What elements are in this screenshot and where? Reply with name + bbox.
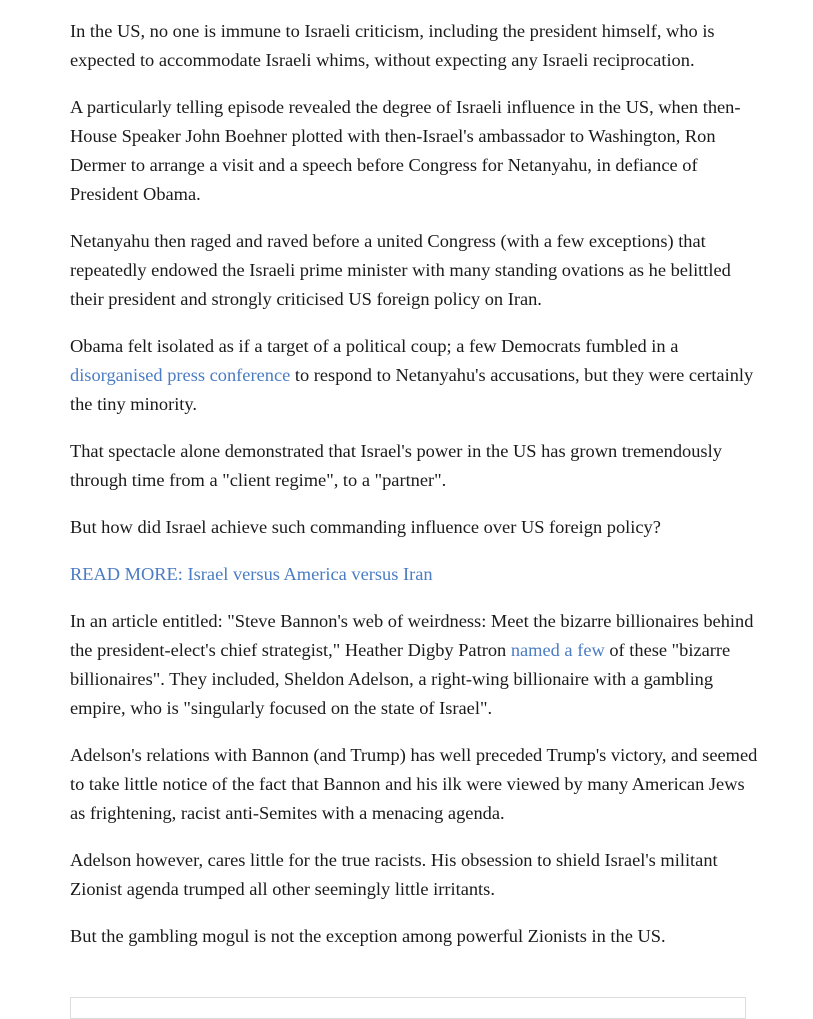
named-a-few-link[interactable]: named a few — [510, 640, 605, 660]
paragraph-7 — [70, 607, 760, 723]
read-more-paragraph — [70, 560, 760, 589]
embedded-content-box — [70, 997, 746, 1019]
paragraph-4 — [70, 332, 760, 419]
read-more-link[interactable]: READ MORE: Israel versus America versus Iran — [70, 564, 433, 584]
paragraph-1: In the US, no one is immune to Israeli criticism, including the president himself, who is expected to accommodate Israeli whims, without expecting any Israeli reciprocation. — [70, 21, 715, 70]
paragraph-9: Adelson however, cares little for the true racists. His obsession to shield Israel's militant Zionist agenda trumped all other seemingly little irritants. — [70, 850, 718, 899]
paragraph-4-text-start: Obama felt isolated as if a target of a political coup; a few Democrats fumbled in a — [70, 336, 679, 356]
article-body — [70, 17, 760, 969]
paragraph-6: But how did Israel achieve such commanding influence over US foreign policy? — [70, 517, 661, 537]
paragraph-4-text-end: to respond to Netanyahu's accusations, but they were certainly the tiny minority. — [70, 365, 754, 414]
press-conference-link[interactable]: disorganised press conference — [70, 365, 291, 385]
paragraph-5: That spectacle alone demonstrated that Israel's power in the US has grown tremendously through time from a "client regime", to a "partner". — [70, 441, 722, 490]
paragraph-3: Netanyahu then raged and raved before a united Congress (with a few exceptions) that repeatedly endowed the Israeli prime minister with many standing ovations as he belittled their president and strongly criticised US foreign policy on Iran. — [70, 231, 731, 309]
paragraph-10: But the gambling mogul is not the exception among powerful Zionists in the US. — [70, 926, 666, 946]
paragraph-8: Adelson's relations with Bannon (and Trump) has well preceded Trump's victory, and seemed to take little notice of the fact that Bannon and his ilk were viewed by many American Jews as frightening, racist anti-Semites with a menacing agenda. — [70, 745, 758, 823]
paragraph-2: A particularly telling episode revealed the degree of Israeli influence in the US, when then-House Speaker John Boehner plotted with then-Israel's ambassador to Washington, Ron Dermer to arrange a visit and a speech before Congress for Netanyahu, in defiance of President Obama. — [70, 97, 741, 204]
paragraph-7-text-start: In an article entitled: "Steve Bannon's web of weirdness: Meet the bizarre billionaires behind the president-elect's chief strategist," Heather Digby Patron — [70, 611, 754, 660]
paragraph-7-text-end: of these "bizarre billionaires". They included, Sheldon Adelson, a right-wing billionaire with a gambling empire, who is "singularly focused on the state of Israel". — [70, 640, 731, 718]
